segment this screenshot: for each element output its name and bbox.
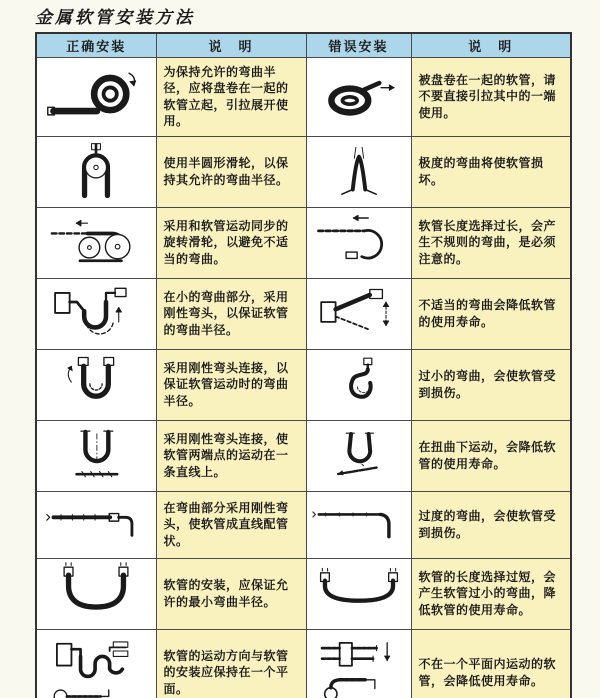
wrong-desc-cell: 软管的长度选择过短，会产生软管过小的弯曲，降低软管的使用寿命。 [411, 558, 571, 629]
correct-image-cell [36, 349, 156, 420]
correct-desc-cell: 采用刚性弯头连接，以保证软管运动时的弯曲半径。 [156, 349, 306, 420]
correct-desc-cell: 采用刚性弯头连接，使软管两端点的运动在一条直线上。 [156, 420, 306, 491]
rigid-elbow-u-icon [52, 352, 140, 414]
header-wrong-note: 说 明 [411, 33, 571, 57]
header-correct-note: 说 明 [156, 33, 306, 57]
correct-desc-cell: 软管的运动方向与软管的安装应保持在一个平面。 [156, 629, 306, 698]
wrong-desc-cell: 在扭曲下运动，会降低软管的使用寿命。 [411, 420, 571, 491]
motion-in-one-plane-icon [46, 632, 146, 698]
wrong-desc-cell: 不在一个平面内运动的软管，会降低使用寿命。 [411, 629, 571, 698]
header-wrong-install: 错误安装 [306, 33, 411, 57]
correct-desc-cell: 采用和软管运动同步的旋转滑轮，以避免不适当的弯曲。 [156, 207, 306, 278]
wrong-desc-cell: 过小的弯曲，会使软管受到损伤。 [411, 349, 571, 420]
rigid-elbow-small-bend-icon [46, 281, 146, 343]
coil-end-pulled-icon [313, 63, 405, 127]
excessive-corner-bend-icon [312, 494, 406, 552]
semicircular-pulley-icon [52, 139, 140, 201]
out-of-plane-motion-icon [315, 632, 403, 698]
correct-desc-cell: 在小的弯曲部分，采用刚性弯头，以保证软管的弯曲半径。 [156, 278, 306, 349]
table-row [36, 349, 571, 420]
correct-image-cell [36, 420, 156, 491]
rotating-pulleys-icon [44, 210, 148, 272]
shallow-u-short-hose-icon [311, 561, 407, 623]
correct-desc-cell: 使用半圆形滑轮，以保持其允许的弯曲半径。 [156, 136, 306, 207]
table-row [36, 420, 571, 491]
correct-image-cell [36, 278, 156, 349]
table-row [36, 207, 571, 278]
wrong-desc-cell: 不适当的弯曲会降低软管的使用寿命。 [411, 278, 571, 349]
correct-desc-cell: 为保持允许的弯曲半径，应将盘卷在一起的软管立起，引拉展开使用。 [156, 57, 306, 136]
wrong-image-cell [306, 207, 411, 278]
correct-desc-cell: 软管的安装，应保证允许的最小弯曲半径。 [156, 558, 306, 629]
correct-desc-cell: 在弯曲部分采用刚性弯头，使软管成直线配管状。 [156, 491, 306, 558]
minimum-bend-radius-u-icon [46, 561, 146, 623]
table-row [36, 278, 571, 349]
wrong-image-cell [306, 278, 411, 349]
wrong-image-cell [306, 420, 411, 491]
table-row [36, 558, 571, 629]
angled-bend-icon [314, 281, 404, 343]
wrong-image-cell [306, 629, 411, 698]
correct-image-cell [36, 558, 156, 629]
header-row [36, 33, 571, 57]
correct-image-cell [36, 629, 156, 698]
u-endpoints-straight-line-icon [52, 423, 140, 485]
irregular-loop-icon [313, 210, 405, 272]
correct-image-cell [36, 57, 156, 136]
wrong-desc-cell: 过度的弯曲，会使软管受到损伤。 [411, 491, 571, 558]
table-row [36, 629, 571, 698]
correct-image-cell [36, 207, 156, 278]
table-row [36, 57, 571, 136]
table-row [36, 136, 571, 207]
table-row [36, 491, 571, 558]
page-title: 金属软管安装方法 [35, 8, 195, 28]
wrong-image-cell [306, 491, 411, 558]
s-hook-small-bend-icon [319, 352, 399, 414]
header-correct-install: 正确安装 [36, 33, 156, 57]
wrong-image-cell [306, 57, 411, 136]
wrong-desc-cell: 软管长度选择过长，会产生不规则的弯曲，是必须注意的。 [411, 207, 571, 278]
wrong-image-cell [306, 136, 411, 207]
straight-hose-elbow-icon [44, 494, 148, 552]
coiled-hose-unrolled-icon [44, 60, 148, 130]
wrong-image-cell [306, 349, 411, 420]
wrong-image-cell [306, 558, 411, 629]
twisted-u-icon [319, 423, 399, 485]
hose-installation-table [35, 32, 572, 698]
kinked-hose-icon [320, 139, 398, 201]
wrong-desc-cell: 被盘卷在一起的软管，请不要直接引拉其中的一端使用。 [411, 57, 571, 136]
correct-image-cell [36, 136, 156, 207]
wrong-desc-cell: 极度的弯曲将使软管损坏。 [411, 136, 571, 207]
correct-image-cell [36, 491, 156, 558]
